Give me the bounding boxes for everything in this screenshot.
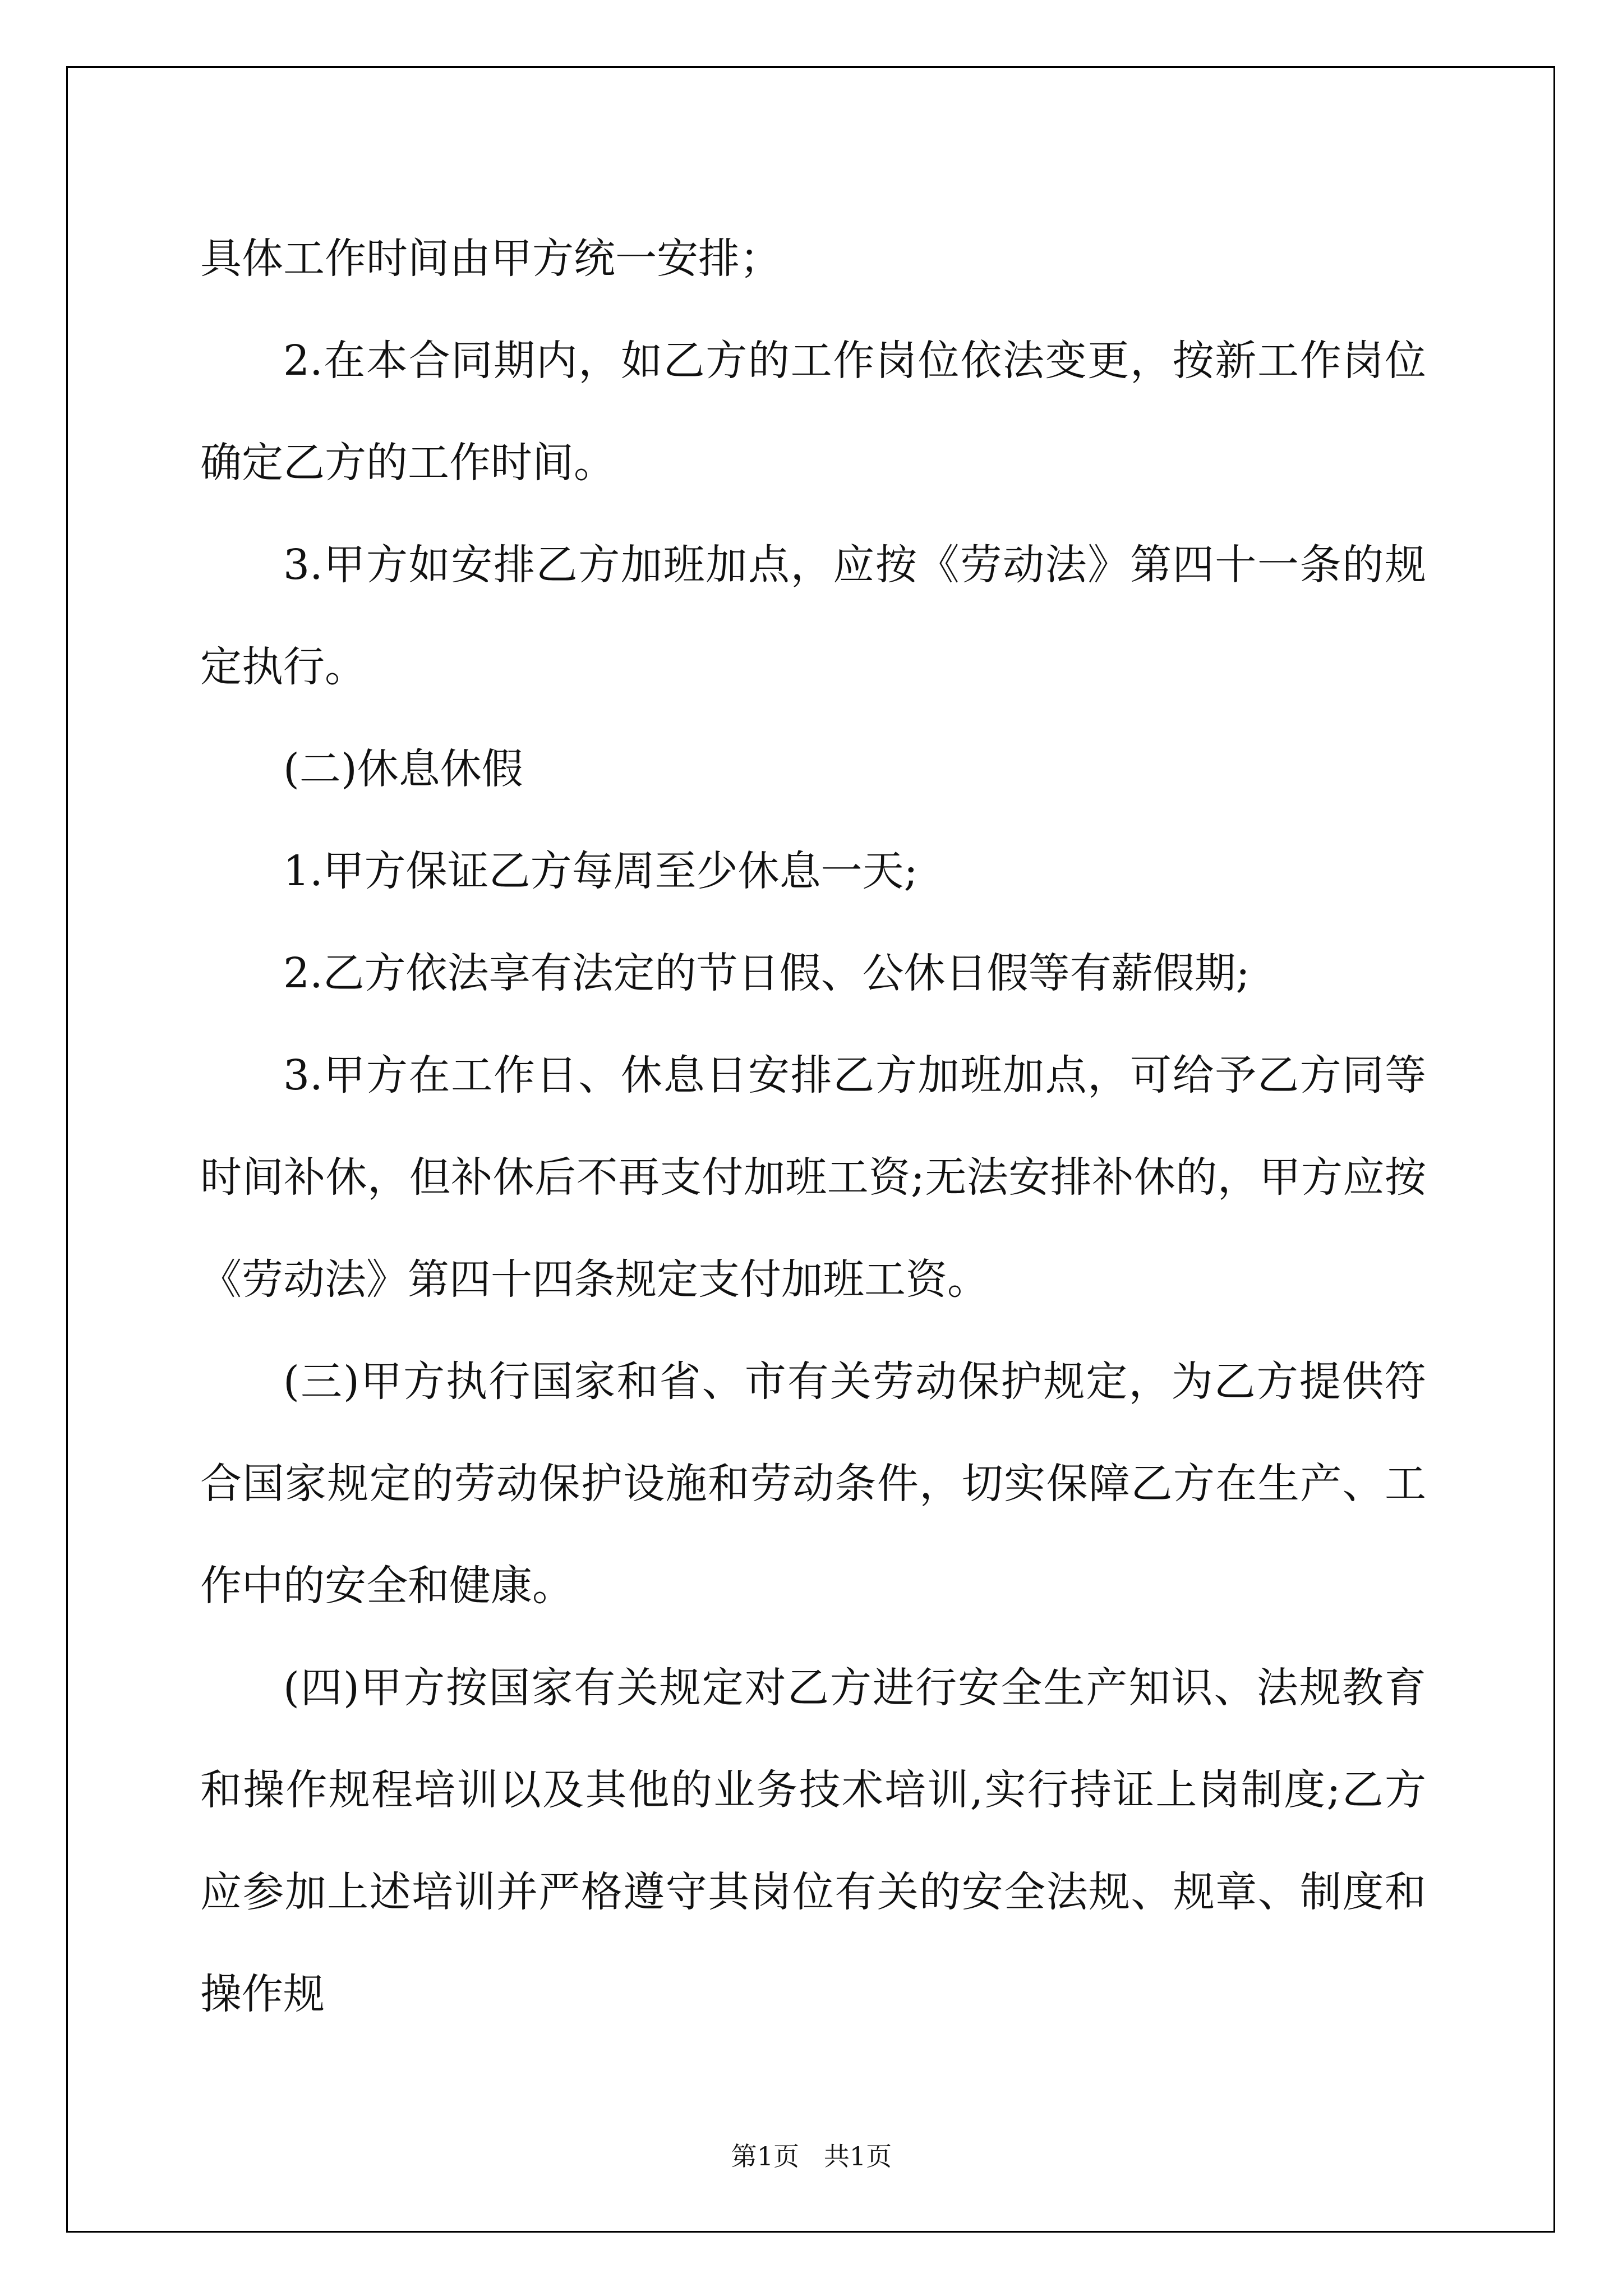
paragraph-6: 2.乙方依法享有法定的节日假、公休日假等有薪假期; (283, 949, 1250, 997)
paragraph-1: 具体工作时间由甲方统一安排； (200, 234, 781, 283)
section-heading-rest-leave: (二)休息休假 (283, 745, 523, 793)
paragraph-8: (三)甲方执行国家和省、市有关劳动保护规定，为乙方提供符合国家规定的劳动保护设施和劳动条件，切实保障乙方在生产、工作中的安全和健康。 (200, 1358, 1426, 1610)
paragraph-5: 1.甲方保证乙方每周至少休息一天; (283, 847, 918, 895)
paragraph-3: 3.甲方如安排乙方加班加点，应按《劳动法》第四十一条的规定执行。 (200, 541, 1426, 691)
paragraph-9: (四)甲方按国家有关规定对乙方进行安全生产知识、法规教育和操作规程培训以及其他的业务技术培训,实行持证上岗制度;乙方应参加上述培训并严格遵守其岗位有关的安全法规、规章、制度和操作规 (200, 1664, 1426, 2018)
paragraph-7: 3.甲方在工作日、休息日安排乙方加班加点，可给予乙方同等时间补休，但补休后不再支付加班工资;无法安排补休的，甲方应按《劳动法》第四十四条规定支付加班工资。 (200, 1051, 1426, 1304)
page-number-footer: 第1页 共1页 (731, 2141, 892, 2171)
document-body (200, 208, 1426, 2045)
paragraph-2: 2.在本合同期内，如乙方的工作岗位依法变更，按新工作岗位确定乙方的工作时间。 (200, 337, 1426, 487)
